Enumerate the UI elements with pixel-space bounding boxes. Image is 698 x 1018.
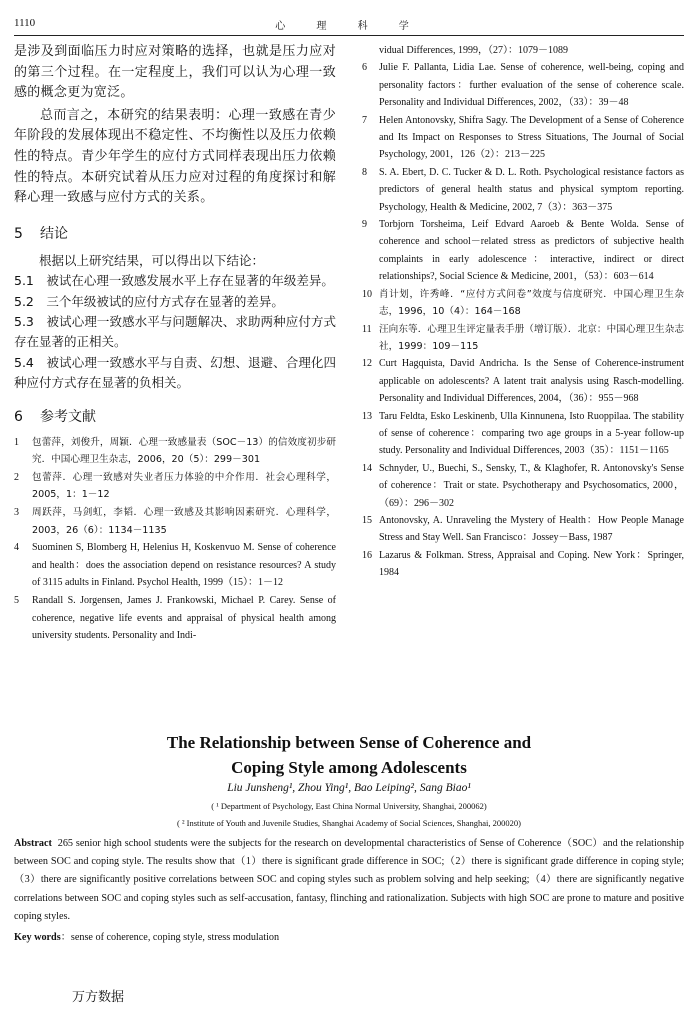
reference-item bbox=[14, 592, 336, 645]
reference-item bbox=[14, 434, 336, 469]
reference-number: 2 bbox=[14, 471, 19, 483]
reference-number: 16 bbox=[362, 549, 372, 561]
reference-text: S. A. Ebert, D. C. Tucker & D. L. Roth. Psychological resistance factors as predictors of general health status and physical symptom reporting. Psychology, Health & Medicine, 2002, 7（3）：363－375 bbox=[379, 166, 684, 213]
reference-item bbox=[14, 504, 336, 539]
reference-item bbox=[362, 408, 684, 460]
reference-item bbox=[362, 59, 684, 111]
conclusion-item: 5.1 被试在心理一致感发展水平上存在显著的年级差异。 bbox=[14, 273, 334, 289]
reference-number: 9 bbox=[362, 219, 367, 231]
english-keywords bbox=[14, 928, 684, 943]
reference-item bbox=[362, 112, 684, 164]
reference-text: 周跃萍，马剑虹，李韬．心理一致感及其影响因素研究．心理科学，2003，26（6）：1134－1135 bbox=[32, 506, 336, 536]
footer-watermark: 万方数据 bbox=[72, 990, 125, 1005]
reference-number: 13 bbox=[362, 410, 372, 422]
abstract-label: Abstract bbox=[14, 838, 52, 849]
reference-number: 6 bbox=[362, 62, 367, 74]
reference-text: Julie F. Pallanta, Lidia Lae. Sense of coherence, well-being, coping and personality factors：further evaluation of the sense of coherence scale. Personality and Individual Differences, 2002，（33）：39－48 bbox=[379, 62, 684, 109]
reference-number: 15 bbox=[362, 514, 372, 526]
reference-number: 11 bbox=[362, 323, 372, 335]
reference-item bbox=[362, 164, 684, 216]
reference-number: 8 bbox=[362, 166, 367, 178]
english-abstract bbox=[14, 835, 684, 926]
running-header bbox=[14, 14, 684, 36]
reference-text: Torbjorn Torsheima, Leif Edvard Aaroeb & Bente Wolda. Sense of coherence and school－related stress as predictors of subjective health complaints in early adolescence：interactive, indirect or direct relationships?, Social Science & Medicine, 2001，（53）：603－614 bbox=[379, 219, 684, 283]
english-title-line-1: The Relationship between Sense of Coherence and bbox=[166, 733, 532, 752]
reference-text: 包蕾萍．心理一致感对失业者压力体验的中介作用．社会心理科学，2005，1：1－12 bbox=[32, 471, 336, 501]
english-title bbox=[14, 730, 684, 780]
reference-number: 10 bbox=[362, 288, 372, 300]
reference-text: Suominen S, Blomberg H, Helenius H, Koskenvuo M. Sense of coherence and health：does the association depend on resistance resources? A study of 3115 adults in Finland. Psychol Health, 1999（15）：1－12 bbox=[32, 542, 336, 589]
reference-text: vidual Differences, 1999，（27）：1079－1089 bbox=[379, 45, 568, 56]
reference-text: Taru Feldta, Esko Leskinenb, Ulla Kinnunena, Isto Ruoppilaa. The stability of sense of coherence：comparing two age groups in a 5-year follow-up study. Personality and Individual Differences, 2003（35）：1151－1165 bbox=[379, 410, 684, 457]
body-paragraph-2: 总而言之，本研究的结果表明：心理一致感在青少年阶段的发展体现出不稳定性、不均衡性以及压力依赖性的特点。青少年学生的应付方式同样表现出压力依赖性的特点。本研究试着从压力应对过程的角度探讨和解释心理一致感与应付方式的关系。 bbox=[14, 107, 336, 206]
reference-number: 12 bbox=[362, 358, 372, 370]
conclusion-intro: 根据以上研究结果，可以得出以下结论： bbox=[39, 252, 265, 268]
section-title: 参考文献 bbox=[40, 408, 96, 425]
conclusion-item: 5.4 被试心理一致感水平与自责、幻想、退避、合理化四种应付方式存在显著的负相关。 bbox=[14, 354, 336, 391]
reference-text: Antonovsky, A. Unraveling the Mystery of Health：How People Manage Stress and Stay Well. San Francisco：Jossey－Bass, 1987 bbox=[379, 514, 684, 544]
reference-item bbox=[362, 321, 684, 356]
section-heading-conclusion bbox=[14, 223, 336, 243]
english-title-line-2: Coping Style among Adolescents bbox=[231, 758, 467, 777]
reference-number: 3 bbox=[14, 506, 19, 518]
reference-list-left bbox=[14, 434, 336, 645]
english-authors: Liu Junsheng¹, Zhou Ying¹, Bao Leiping², Sang Biao¹ bbox=[227, 782, 471, 794]
right-column bbox=[362, 42, 684, 582]
reference-number: 4 bbox=[14, 542, 19, 554]
reference-item bbox=[14, 469, 336, 504]
reference-item bbox=[362, 286, 684, 321]
reference-number: 14 bbox=[362, 462, 372, 474]
reference-text: Schnyder, U., Buechi, S., Sensky, T., & Klaghofer, R. Antonovsky's Sense of coherence：Trait or state. Psychotherapy and Psychosomatics, 2000，（69）：296－302 bbox=[379, 462, 684, 509]
reference-item bbox=[362, 355, 684, 407]
reference-item bbox=[362, 42, 684, 59]
reference-text: 包蕾萍，刘俊升，周颖．心理一致感量表（SOC－13）的信效度初步研究．中国心理卫生杂志，2006，20（5）：299－301 bbox=[32, 436, 336, 466]
reference-text: 肖计划，许秀峰．“应付方式问卷”效度与信度研究．中国心理卫生杂志，1996，10（4）：164－168 bbox=[379, 288, 684, 318]
reference-text: Curt Hagquista, David Andricha. Is the Sense of Coherence-instrument applicable on adolescents? A latent trait analysis using Rasch-modelling. Personality and Individual Differences, 2004，（36）：955－968 bbox=[379, 358, 684, 405]
reference-item bbox=[362, 460, 684, 512]
abstract-text: 265 senior high school students were the subjects for the research on developmental characteristics of Sense of Coherence（SOC）and the relationship between SOC and coping style. The results show that（1）there is significant grade difference in SOC;（2）there is significant grade difference in coping style;（3）there are significantly positive correlations between SOC and coping styles such as problem solving and help seeking;（4）there are significantly negative correlations between SOC and coping styles such as self-accusation, fantasy, flinching and rationalization. Subjects with high SOC are prone to mature and positive coping styles. bbox=[14, 838, 685, 922]
reference-number: 7 bbox=[362, 114, 367, 126]
section-title: 结论 bbox=[40, 225, 68, 242]
body-paragraph-1: 是涉及到面临压力时应对策略的选择，也就是压力应对的第三个过程。在一定程度上，我们可以认为心理一致感的概念更为宽泛。 bbox=[14, 44, 336, 101]
section-number: 5 bbox=[14, 225, 23, 242]
journal-name: 心 理 科 学 bbox=[275, 21, 423, 32]
reference-item bbox=[362, 512, 684, 547]
conclusion-item: 5.3 被试心理一致感水平与问题解决、求助两种应付方式存在显著的正相关。 bbox=[14, 313, 336, 350]
reference-text: Randall S. Jorgensen, James J. Frankowski, Michael P. Carey. Sense of coherence, negative life events and appraisal of physical health among university students. Personality and Indi- bbox=[32, 594, 336, 642]
affiliation-2: ( ² Institute of Youth and Juvenile Studies, Shanghai Academy of Social Sciences, Shanghai, 200020) bbox=[177, 818, 521, 828]
reference-list-right bbox=[362, 42, 684, 582]
keywords-text: ：sense of coherence, coping style, stress modulation bbox=[60, 932, 280, 943]
reference-text: Helen Antonovsky, Shifra Sagy. The Development of a Sense of Coherence and Its Impact on Responses to Stress Situations, The Journal of Social Psychology, 2001，126（2）：213－225 bbox=[379, 114, 684, 161]
reference-text: Lazarus & Folkman. Stress, Appraisal and Coping. New York：Springer, 1984 bbox=[379, 549, 684, 579]
section-number: 6 bbox=[14, 408, 23, 425]
reference-text: 汪向东等．心理卫生评定量表手册（增订版）．北京：中国心理卫生杂志社，1999：109－115 bbox=[379, 323, 684, 352]
reference-number: 5 bbox=[14, 594, 19, 606]
keywords-label: Key words bbox=[14, 932, 61, 943]
reference-item bbox=[362, 216, 684, 286]
reference-item bbox=[362, 547, 684, 582]
conclusion-item: 5.2 三个年级被试的应付方式存在显著的差异。 bbox=[14, 293, 284, 309]
page-number: 1110 bbox=[14, 17, 36, 29]
affiliation-1: ( ¹ Department of Psychology, East China Normal University, Shanghai, 200062) bbox=[211, 801, 487, 811]
section-heading-references bbox=[14, 406, 336, 426]
reference-item bbox=[14, 539, 336, 592]
reference-number: 1 bbox=[14, 436, 19, 448]
left-column bbox=[14, 42, 336, 645]
